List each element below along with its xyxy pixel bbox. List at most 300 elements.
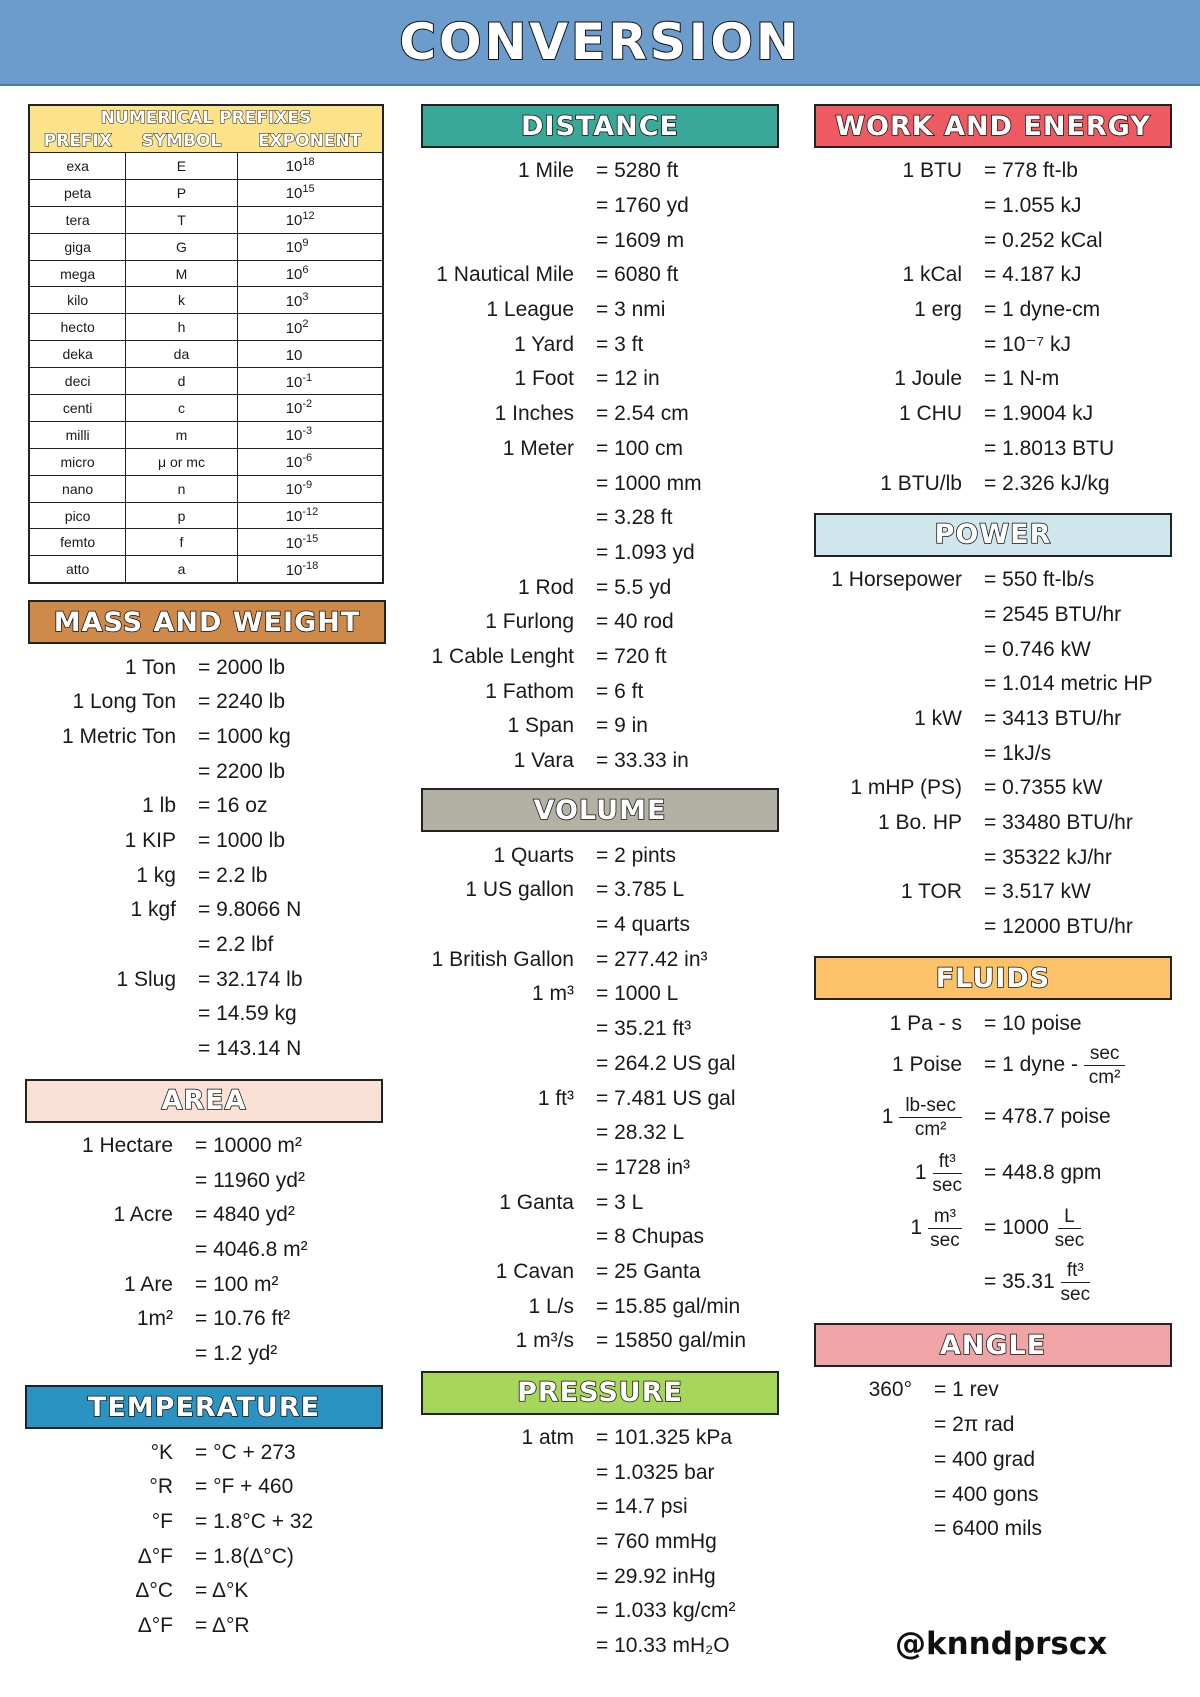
pressure-row: [421, 1490, 779, 1525]
temperature-value: = Δ°R: [195, 1614, 250, 1638]
area-row: [25, 1198, 383, 1233]
power-value: = 2545 BTU/hr: [984, 602, 1122, 626]
mass-label: 1 Long Ton: [72, 690, 176, 714]
fraction: $\frac{lb-\sec}{\text{cm²}}$: [899, 1096, 962, 1139]
volume-value: = 4 quarts: [596, 913, 690, 937]
volume-label: 1 m³: [532, 982, 574, 1006]
pressure-value: = 10.33 mH₂O: [596, 1634, 730, 1658]
pressure-value: = 29.92 inHg: [596, 1564, 716, 1588]
power-label: 1 kW: [914, 706, 962, 730]
power-value: = 550 ft-lb/s: [984, 568, 1095, 592]
mass-row: [28, 997, 386, 1032]
symbol-cell: M: [126, 260, 237, 287]
power-header: POWER: [814, 513, 1172, 557]
mass-row: [28, 858, 386, 893]
power-label: 1 Horsepower: [831, 568, 962, 592]
energy-row: [814, 397, 1172, 432]
fraction: $\frac{L}{\sec}$: [1054, 1205, 1085, 1251]
volume-row: [421, 1220, 779, 1255]
distance-label: 1 Yard: [514, 332, 574, 356]
symbol-cell: a: [126, 556, 237, 583]
power-row: [814, 667, 1172, 702]
area-label: 1 Are: [123, 1272, 173, 1296]
volume-value: = 264.2 US gal: [596, 1051, 736, 1075]
volume-label: 1 Quarts: [493, 843, 574, 867]
power-row: [814, 598, 1172, 633]
symbol-cell: d: [126, 368, 237, 395]
energy-row: [814, 432, 1172, 467]
symbol-cell: P: [126, 179, 237, 206]
mass-row: [28, 824, 386, 859]
prefix-cell: pico: [29, 502, 126, 529]
angle-row: [814, 1512, 1172, 1547]
temperature-row: [25, 1539, 383, 1574]
temperature-header: TEMPERATURE: [25, 1385, 383, 1429]
volume-row: [421, 1255, 779, 1290]
prefix-row: [29, 287, 383, 314]
prefix-cell: peta: [29, 179, 126, 206]
prefix-row: [29, 421, 383, 448]
power-value: = 12000 BTU/hr: [984, 915, 1133, 939]
mass-value: = 14.59 kg: [198, 1002, 297, 1026]
volume-value: = 7.481 US gal: [596, 1086, 736, 1110]
symbol-cell: da: [126, 341, 237, 368]
energy-value: = 2.326 kJ/kg: [984, 471, 1110, 495]
energy-label: 1 BTU: [902, 159, 962, 183]
temperature-row: [25, 1505, 383, 1540]
volume-row: [421, 1047, 779, 1082]
volume-header: VOLUME: [421, 788, 779, 832]
fluids-row: 1 $\frac{\text{m³}}{\sec}$ = 1000 $\frac{L}{\sec}$: [910, 1205, 1085, 1251]
distance-row: [421, 397, 779, 432]
distance-value: = 1.093 yd: [596, 540, 695, 564]
distance-row: [421, 154, 779, 189]
pressure-value: = 101.325 kPa: [596, 1426, 733, 1450]
prefix-cell: femto: [29, 529, 126, 556]
power-label: 1 TOR: [900, 880, 962, 904]
energy-row: [814, 223, 1172, 258]
distance-row: [421, 223, 779, 258]
prefix-cell: deci: [29, 368, 126, 395]
exponent-cell: $10^{-9}$: [237, 475, 383, 502]
mass-value: = 16 oz: [198, 794, 268, 818]
pressure-value: = 760 mmHg: [596, 1530, 717, 1554]
prefix-row: [29, 448, 383, 475]
mass-value: = 9.8066 N: [198, 898, 302, 922]
angle-value: = 2π rad: [934, 1413, 1015, 1437]
distance-label: 1 Meter: [502, 436, 574, 460]
symbol-cell: T: [126, 206, 237, 233]
pressure-header: PRESSURE: [421, 1371, 779, 1415]
area-value: = 4046.8 m²: [195, 1237, 308, 1261]
exponent-cell: $10^2$: [237, 314, 383, 341]
prefix-row: [29, 179, 383, 206]
prefix-cell: mega: [29, 260, 126, 287]
distance-row: [421, 293, 779, 328]
distance-row: [421, 501, 779, 536]
area-row: [25, 1337, 383, 1372]
prefix-cell: atto: [29, 556, 126, 583]
area-row: [25, 1267, 383, 1302]
energy-row: [814, 189, 1172, 224]
energy-value: = 1 dyne-cm: [984, 298, 1101, 322]
area-row: [25, 1129, 383, 1164]
symbol-header: SYMBOL: [126, 130, 237, 153]
temperature-row: [25, 1435, 383, 1470]
mass-label: 1 Metric Ton: [62, 724, 176, 748]
area-label: 1m²: [136, 1307, 173, 1331]
distance-row: [421, 570, 779, 605]
distance-label: 1 Inches: [494, 402, 574, 426]
distance-value: = 12 in: [596, 367, 660, 391]
exponent-cell: $10^{18}$: [237, 153, 383, 180]
temperature-label: Δ°F: [137, 1614, 173, 1638]
exponent-cell: $10^{-18}$: [237, 556, 383, 583]
area-label: 1 Acre: [113, 1203, 173, 1227]
symbol-cell: k: [126, 287, 237, 314]
power-value: = 33480 BTU/hr: [984, 811, 1133, 835]
volume-section: [421, 788, 779, 1358]
distance-label: 1 League: [486, 298, 574, 322]
volume-label: 1 Ganta: [499, 1190, 574, 1214]
energy-row: [814, 258, 1172, 293]
energy-label: 1 CHU: [898, 402, 962, 426]
distance-value: = 5.5 yd: [596, 575, 672, 599]
energy-label: 1 BTU/lb: [880, 471, 962, 495]
distance-row: [421, 744, 779, 779]
distance-label: 1 Vara: [513, 749, 574, 773]
volume-value: = 8 Chupas: [596, 1225, 704, 1249]
volume-value: = 28.32 L: [596, 1121, 685, 1145]
area-value: = 11960 yd²: [195, 1168, 305, 1192]
distance-value: = 33.33 in: [596, 749, 689, 773]
energy-label: 1 kCal: [902, 263, 962, 287]
page-title: CONVERSION: [399, 13, 801, 71]
distance-value: = 9 in: [596, 714, 648, 738]
distance-value: = 6 ft: [596, 679, 644, 703]
distance-section: [421, 104, 779, 778]
volume-value: = 35.21 ft³: [596, 1017, 692, 1041]
distance-row: [421, 466, 779, 501]
distance-value: = 40 rod: [596, 610, 674, 634]
energy-section: [814, 104, 1172, 501]
angle-row: [814, 1408, 1172, 1443]
fraction: $\frac{\text{m³}}{\sec}$: [928, 1207, 962, 1250]
temperature-section: [25, 1385, 383, 1643]
mass-row: [28, 928, 386, 963]
energy-value: = 1.055 kJ: [984, 194, 1082, 218]
distance-row: [421, 605, 779, 640]
distance-label: 1 Furlong: [485, 610, 574, 634]
power-value: = 0.746 kW: [984, 637, 1091, 661]
mass-label: 1 lb: [142, 794, 176, 818]
mass-label: 1 Slug: [116, 967, 176, 991]
fluids-row: 1 Poise = 1 dyne - $\frac{\sec}{\text{cm²}}$: [814, 1041, 1172, 1089]
temperature-value: = 1.8(Δ°C): [195, 1544, 294, 1568]
mass-label: 1 kg: [136, 863, 176, 887]
distance-row: [421, 327, 779, 362]
mass-value: = 2000 lb: [198, 655, 285, 679]
mass-value: = 2200 lb: [198, 759, 285, 783]
exponent-cell: $10^{15}$: [237, 179, 383, 206]
distance-value: = 720 ft: [596, 644, 667, 668]
volume-row: [421, 1012, 779, 1047]
temperature-label: Δ°C: [135, 1579, 173, 1603]
prefix-row: [29, 529, 383, 556]
mass-row: [28, 685, 386, 720]
mass-value: = 2.2 lb: [198, 863, 268, 887]
power-row: [814, 840, 1172, 875]
mass-row: [28, 754, 386, 789]
exponent-cell: $10^{-3}$: [237, 421, 383, 448]
fluids-row: = 35.31 $\frac{\text{ft³}}{\sec}$: [984, 1259, 1091, 1305]
exponent-cell: $10^{-12}$: [237, 502, 383, 529]
angle-label: 360°: [868, 1378, 912, 1402]
energy-value: = 10⁻⁷ kJ: [984, 333, 1071, 357]
area-label: 1 Hectare: [81, 1133, 173, 1157]
area-value: = 10000 m²: [195, 1133, 302, 1157]
prefix-row: [29, 556, 383, 583]
distance-value: = 5280 ft: [596, 159, 679, 183]
volume-value: = 277.42 in³: [596, 947, 708, 971]
distance-row: [421, 536, 779, 571]
exponent-cell: $10^{-15}$: [237, 529, 383, 556]
volume-row: [421, 1289, 779, 1324]
energy-value: = 1 N-m: [984, 367, 1060, 391]
volume-row: [421, 838, 779, 873]
angle-row: [814, 1373, 1172, 1408]
distance-label: 1 Mile: [517, 159, 574, 183]
prefix-row: [29, 368, 383, 395]
exponent-cell: $10^{-2}$: [237, 395, 383, 422]
pressure-row: [421, 1455, 779, 1490]
volume-value: = 15.85 gal/min: [596, 1294, 741, 1318]
temperature-label: °K: [150, 1440, 173, 1464]
fraction: $\frac{\sec}{\text{cm²}}$: [1084, 1044, 1126, 1087]
mass-row: [28, 893, 386, 928]
symbol-cell: f: [126, 529, 237, 556]
volume-row: [421, 873, 779, 908]
prefix-cell: giga: [29, 233, 126, 260]
volume-row: [421, 1116, 779, 1151]
symbol-cell: c: [126, 395, 237, 422]
distance-label: 1 Fathom: [485, 679, 574, 703]
power-row: [814, 563, 1172, 598]
area-row: [25, 1233, 383, 1268]
area-value: = 1.2 yd²: [195, 1341, 278, 1365]
pressure-row: [421, 1559, 779, 1594]
mass-header: MASS AND WEIGHT: [28, 600, 386, 644]
fluids-row: 1 $\frac{lb-\sec}{\text{cm²}}$ = 478.7 poise: [881, 1094, 1111, 1140]
symbol-cell: p: [126, 502, 237, 529]
prefix-row: [29, 233, 383, 260]
fraction: $\frac{\text{ft³}}{\sec}$: [932, 1150, 962, 1196]
energy-value: = 1.9004 kJ: [984, 402, 1094, 426]
middle-column: [421, 104, 779, 1664]
exponent-header: EXPONENT: [237, 130, 383, 153]
symbol-cell: m: [126, 421, 237, 448]
volume-row: [421, 942, 779, 977]
distance-row: [421, 362, 779, 397]
energy-row: [814, 466, 1172, 501]
mass-value: = 1000 lb: [198, 829, 285, 853]
title-banner: [0, 0, 1200, 86]
exponent-cell: $10^3$: [237, 287, 383, 314]
power-value: = 1.014 metric HP: [984, 672, 1153, 696]
power-value: = 0.7355 kW: [984, 776, 1103, 800]
area-value: = 100 m²: [195, 1272, 279, 1296]
mass-value: = 2.2 lbf: [198, 933, 274, 957]
energy-value: = 1.8013 BTU: [984, 436, 1115, 460]
volume-row: [421, 1081, 779, 1116]
volume-label: 1 US gallon: [465, 878, 574, 902]
volume-value: = 2 pints: [596, 843, 676, 867]
pressure-row: [421, 1525, 779, 1560]
symbol-cell: E: [126, 153, 237, 180]
volume-row: [421, 977, 779, 1012]
distance-value: = 1760 yd: [596, 194, 689, 218]
area-section: [25, 1079, 383, 1372]
exponent-cell: $10^{12}$: [237, 206, 383, 233]
distance-value: = 3 ft: [596, 332, 644, 356]
prefix-cell: nano: [29, 475, 126, 502]
angle-row: [814, 1443, 1172, 1478]
volume-value: = 3.785 L: [596, 878, 685, 902]
fluids-row: 1 $\frac{\text{ft³}}{\sec}$ = 448.8 gpm: [914, 1150, 1102, 1196]
mass-value: = 1000 kg: [198, 724, 291, 748]
pressure-row: [421, 1629, 779, 1664]
volume-row: [421, 1151, 779, 1186]
prefix-cell: tera: [29, 206, 126, 233]
distance-row: [421, 258, 779, 293]
volume-value: = 15850 gal/min: [596, 1329, 747, 1353]
volume-row: [421, 1324, 779, 1359]
power-row: [814, 736, 1172, 771]
power-row: [814, 910, 1172, 945]
prefix-cell: micro: [29, 448, 126, 475]
distance-header: DISTANCE: [421, 104, 779, 148]
power-row: [814, 875, 1172, 910]
temperature-value: = Δ°K: [195, 1579, 249, 1603]
exponent-cell: 10: [237, 341, 383, 368]
area-header: AREA: [25, 1079, 383, 1123]
volume-value: = 25 Ganta: [596, 1259, 701, 1283]
power-section: [814, 513, 1172, 945]
distance-row: [421, 709, 779, 744]
power-row: [814, 806, 1172, 841]
exponent-cell: $10^{-6}$: [237, 448, 383, 475]
volume-label: 1 ft³: [537, 1086, 574, 1110]
pressure-section: [421, 1371, 779, 1664]
temperature-value: = 1.8°C + 32: [195, 1510, 314, 1534]
temperature-value: = °C + 273: [195, 1440, 296, 1464]
energy-value: = 0.252 kCal: [984, 228, 1103, 252]
distance-label: 1 Cable Lenght: [431, 644, 574, 668]
pressure-value: = 1.033 kg/cm²: [596, 1599, 736, 1623]
pressure-row: [421, 1594, 779, 1629]
energy-label: 1 Joule: [894, 367, 962, 391]
power-row: [814, 702, 1172, 737]
exponent-cell: $10^9$: [237, 233, 383, 260]
distance-label: 1 Rod: [517, 575, 574, 599]
prefix-cell: exa: [29, 153, 126, 180]
distance-value: = 2.54 cm: [596, 402, 689, 426]
prefix-cell: hecto: [29, 314, 126, 341]
left-column: [28, 104, 386, 1643]
mass-value: = 143.14 N: [198, 1037, 302, 1061]
energy-row: [814, 327, 1172, 362]
power-row: [814, 632, 1172, 667]
distance-row: [421, 640, 779, 675]
volume-value: = 3 L: [596, 1190, 644, 1214]
energy-header: WORK AND ENERGY: [814, 104, 1172, 148]
distance-label: 1 Span: [507, 714, 574, 738]
angle-value: = 6400 mils: [934, 1517, 1042, 1541]
mass-row: [28, 650, 386, 685]
distance-row: [421, 189, 779, 224]
power-value: = 3413 BTU/hr: [984, 706, 1122, 730]
distance-label: 1 Nautical Mile: [436, 263, 574, 287]
mass-value: = 32.174 lb: [198, 967, 303, 991]
energy-row: [814, 293, 1172, 328]
temperature-label: Δ°F: [137, 1544, 173, 1568]
prefix-table-title: NUMERICAL PREFIXES: [29, 105, 383, 130]
area-row: [25, 1302, 383, 1337]
temperature-row: [25, 1574, 383, 1609]
prefix-cell: milli: [29, 421, 126, 448]
distance-value: = 1609 m: [596, 228, 685, 252]
energy-row: [814, 154, 1172, 189]
angle-section: [814, 1323, 1172, 1546]
prefix-table: [28, 104, 384, 584]
mass-value: = 2240 lb: [198, 690, 285, 714]
mass-row: [28, 1032, 386, 1067]
area-row: [25, 1163, 383, 1198]
mass-section: [28, 600, 386, 1066]
energy-value: = 4.187 kJ: [984, 263, 1082, 287]
volume-row: [421, 908, 779, 943]
prefix-row: [29, 314, 383, 341]
energy-label: 1 erg: [914, 298, 962, 322]
angle-header: ANGLE: [814, 1323, 1172, 1367]
mass-label: 1 kgf: [130, 898, 176, 922]
pressure-label: 1 atm: [521, 1426, 574, 1450]
distance-label: 1 Foot: [514, 367, 574, 391]
prefix-row: [29, 341, 383, 368]
temperature-row: [25, 1470, 383, 1505]
distance-value: = 100 cm: [596, 436, 683, 460]
power-label: 1 mHP (PS): [850, 776, 962, 800]
angle-value: = 400 grad: [934, 1447, 1036, 1471]
volume-row: [421, 1185, 779, 1220]
fluids-row: 1 Pa - s = 10 poise: [889, 1011, 1082, 1035]
prefix-row: [29, 260, 383, 287]
temperature-row: [25, 1609, 383, 1644]
power-row: [814, 771, 1172, 806]
mass-row: [28, 720, 386, 755]
angle-value: = 400 gons: [934, 1482, 1039, 1506]
energy-row: [814, 362, 1172, 397]
distance-row: [421, 674, 779, 709]
pressure-row: [421, 1421, 779, 1456]
prefix-row: [29, 475, 383, 502]
symbol-cell: G: [126, 233, 237, 260]
area-value: = 10.76 ft²: [195, 1307, 291, 1331]
symbol-cell: n: [126, 475, 237, 502]
fluids-header: FLUIDS: [814, 956, 1172, 1000]
fluids-section: [814, 956, 1172, 1309]
prefix-header: PREFIX: [29, 130, 126, 153]
